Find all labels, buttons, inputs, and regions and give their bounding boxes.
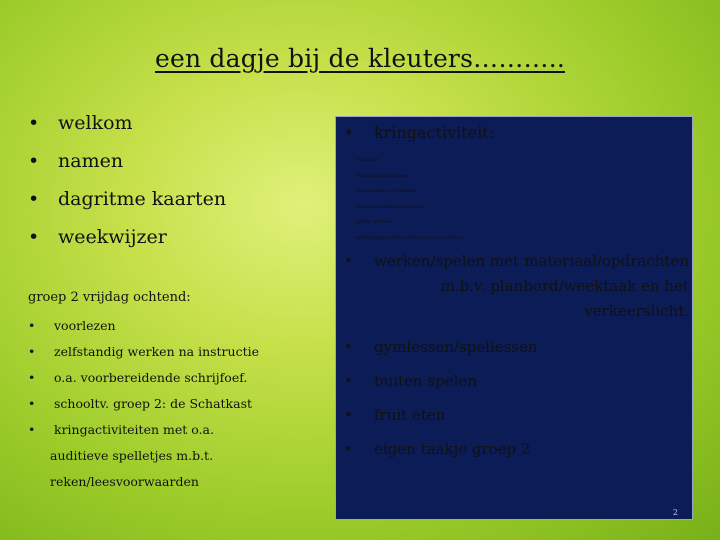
list-item [28, 391, 259, 417]
panel-heading-text: kringactiviteit: [374, 123, 495, 142]
bullet: • [344, 406, 353, 424]
list-item [28, 142, 226, 180]
bullet: • [28, 226, 40, 248]
bullet: • [344, 252, 353, 270]
panel-heading [344, 123, 494, 142]
list-item [28, 417, 259, 443]
panel-activity-list [344, 249, 689, 466]
circle-activity-list [356, 153, 462, 246]
agenda-item-namen: namen [58, 150, 124, 172]
activity-text: fruit eten [374, 406, 446, 424]
activity-text: eigen taakje groep 2 [374, 440, 531, 458]
list-item [28, 104, 226, 142]
activity-part: werken/spelen met [374, 252, 519, 270]
activity-line [374, 249, 689, 274]
bullet: • [344, 372, 353, 390]
agenda-item-welkom: welkom [58, 112, 133, 134]
list-item [344, 249, 689, 324]
list-item [28, 339, 259, 365]
main-agenda-list [28, 104, 226, 256]
list-item [344, 398, 689, 432]
group2-item: voorlezen [54, 318, 116, 333]
activity-text: gymlessen/spellessen [374, 338, 538, 356]
list-item: drama/dans activiteiten [356, 188, 417, 194]
bullet: • [28, 112, 40, 134]
list-item: versjes/liedjes zingen [356, 172, 411, 179]
group2-continuation: reken/leesvoorwaarden [50, 474, 199, 489]
agenda-item-dagritme: dagritme kaarten [58, 188, 227, 210]
group2-item: zelfstandig werken na instructie [54, 344, 259, 359]
activity-text [374, 249, 689, 324]
bullet: • [344, 338, 353, 356]
page-number: 2 [672, 508, 678, 517]
agenda-item-weekwijzer: weekwijzer [58, 226, 167, 248]
list-item [28, 218, 226, 256]
list-item [344, 432, 689, 466]
bullet: • [344, 440, 353, 458]
group2-heading: groep 2 vrijdag ochtend: [28, 290, 191, 305]
list-item [344, 330, 689, 364]
group2-list [28, 313, 259, 443]
group2-continuation: auditieve spelletjes m.b.t. [50, 448, 214, 463]
bullet: • [28, 188, 40, 210]
list-item [28, 365, 259, 391]
bullet: • [28, 370, 36, 385]
list-item [28, 313, 259, 339]
list-item [344, 364, 689, 398]
group2-item: o.a. voorbereidende schrijfoef. [54, 370, 248, 385]
list-item [28, 180, 226, 218]
bullet: • [28, 422, 36, 437]
slide-title: een dagje bij de kleuters……….. [154, 44, 566, 73]
bullet: • [28, 318, 36, 333]
activity-line: m.b.v. planbord/weektaak en het verkeerslicht. [440, 277, 689, 320]
activities-panel [335, 116, 693, 520]
group2-item: kringactiviteiten met o.a. [54, 422, 214, 437]
bullet: • [28, 150, 40, 172]
list-item: uitleg werkles [356, 219, 392, 225]
bullet: • [344, 123, 354, 142]
bullet: • [28, 396, 36, 411]
group2-item: schooltv. groep 2: de Schatkast [54, 396, 253, 411]
list-item: verhaal vertellen/voorlezen [356, 203, 426, 210]
activity-part: materiaal/opdrachten [524, 252, 689, 270]
activity-text: buiten spelen [374, 372, 477, 390]
list-item: oefeningen rondom thema m.b.v. digibord [356, 234, 463, 241]
bullet: • [28, 344, 36, 359]
list-item: school tv [356, 157, 379, 163]
